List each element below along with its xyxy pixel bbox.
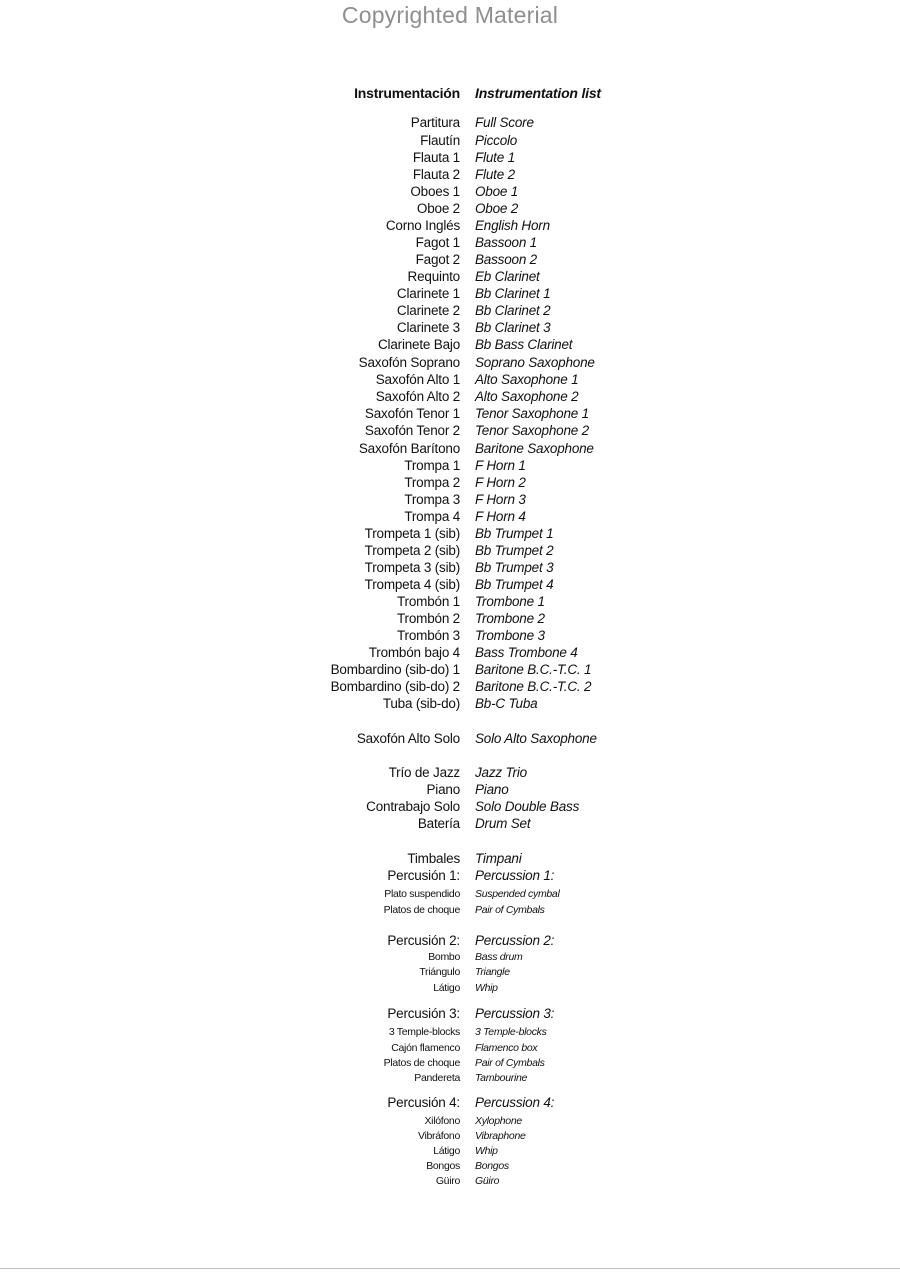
instrument-spanish: Cajón flamenco bbox=[391, 1042, 460, 1054]
instrument-spanish: Plato suspendido bbox=[384, 888, 460, 900]
instrument-english: Bass drum bbox=[475, 951, 523, 963]
instrument-english: Drum Set bbox=[475, 816, 531, 831]
instrument-spanish: Saxofón Barítono bbox=[358, 441, 460, 456]
instrument-english: Flamenco box bbox=[475, 1042, 538, 1054]
instrument-english: Vibraphone bbox=[475, 1130, 526, 1142]
instrument-row bbox=[0, 235, 900, 253]
instrument-spanish: Clarinete Bajo bbox=[378, 337, 460, 352]
instrument-spanish: Clarinete 1 bbox=[396, 286, 460, 301]
instrument-spanish: Trombón bajo 4 bbox=[368, 645, 460, 660]
instrument-english: Solo Alto Saxophone bbox=[475, 731, 597, 746]
instrument-row bbox=[0, 133, 900, 151]
instrument-row bbox=[0, 201, 900, 219]
instrument-spanish: Saxofón Tenor 1 bbox=[364, 406, 460, 421]
instrument-spanish: Saxofón Soprano bbox=[358, 355, 460, 370]
instrument-english: Eb Clarinet bbox=[475, 269, 540, 284]
instrument-spanish: Oboes 1 bbox=[410, 184, 460, 199]
header-english: Instrumentation list bbox=[475, 85, 601, 101]
instrument-english: Bb Clarinet 3 bbox=[475, 320, 551, 335]
instrument-english: Solo Double Bass bbox=[475, 799, 580, 814]
instrument-row bbox=[0, 492, 900, 510]
instrument-english: 3 Temple-blocks bbox=[475, 1026, 547, 1038]
instrument-english: Bb Trumpet 3 bbox=[475, 560, 554, 575]
instrument-english: Alto Saxophone 1 bbox=[475, 372, 579, 387]
instrument-spanish: Trompa 4 bbox=[404, 509, 460, 524]
instrument-row bbox=[0, 423, 900, 441]
instrument-spanish: Corno Inglés bbox=[385, 218, 460, 233]
instrument-english: Alto Saxophone 2 bbox=[475, 389, 579, 404]
instrument-spanish: Flauta 1 bbox=[412, 150, 460, 165]
instrument-spanish: Flautín bbox=[420, 133, 460, 148]
instrument-english: Bb Clarinet 1 bbox=[475, 286, 551, 301]
instrument-spanish: Pandereta bbox=[414, 1072, 460, 1084]
instrument-english: F Horn 3 bbox=[475, 492, 526, 507]
instrument-english: F Horn 1 bbox=[475, 458, 526, 473]
instrument-english: Tambourine bbox=[475, 1072, 528, 1084]
instrument-spanish: Bongos bbox=[426, 1160, 460, 1172]
instrument-spanish: Platos de choque bbox=[383, 1057, 460, 1069]
instrument-spanish: Trompa 1 bbox=[404, 458, 460, 473]
instrument-spanish: Partitura bbox=[410, 115, 460, 130]
instrument-english: Bongos bbox=[475, 1160, 509, 1172]
instrument-spanish: Saxofón Tenor 2 bbox=[364, 423, 460, 438]
instrument-english: Percussion 2: bbox=[475, 933, 555, 948]
instrument-spanish: Trompeta 4 (sib) bbox=[364, 577, 460, 592]
instrument-row bbox=[0, 799, 900, 817]
instrument-row bbox=[0, 252, 900, 270]
instrument-row bbox=[0, 696, 900, 714]
page-bottom-rule bbox=[0, 1268, 900, 1269]
instrument-row bbox=[0, 218, 900, 236]
instrument-english: Bb Clarinet 2 bbox=[475, 303, 551, 318]
instrument-spanish: Trombón 1 bbox=[397, 594, 460, 609]
instrument-english: Flute 1 bbox=[475, 150, 515, 165]
instrument-english: Güiro bbox=[475, 1175, 500, 1187]
instrument-row bbox=[0, 355, 900, 373]
instrument-english: Baritone B.C.-T.C. 1 bbox=[475, 662, 592, 677]
instrument-row bbox=[0, 320, 900, 338]
instrument-row bbox=[0, 167, 900, 185]
instrument-english: Percussion 1: bbox=[475, 868, 555, 883]
instrument-row bbox=[0, 441, 900, 459]
instrument-row bbox=[0, 509, 900, 527]
instrument-english: Percussion 4: bbox=[475, 1095, 555, 1110]
instrument-spanish: Trompeta 1 (sib) bbox=[364, 526, 460, 541]
instrument-english: Suspended cymbal bbox=[475, 888, 560, 900]
instrument-spanish: Timbales bbox=[407, 851, 460, 866]
instrument-english: Bassoon 1 bbox=[475, 235, 537, 250]
instrument-row bbox=[0, 1095, 900, 1113]
instrument-english: Bassoon 2 bbox=[475, 252, 537, 267]
instrument-spanish: Clarinete 2 bbox=[396, 303, 460, 318]
instrument-spanish: Trompeta 3 (sib) bbox=[364, 560, 460, 575]
instrument-row bbox=[0, 406, 900, 424]
instrument-row bbox=[0, 594, 900, 612]
instrument-english: Tenor Saxophone 1 bbox=[475, 406, 589, 421]
instrument-row bbox=[0, 372, 900, 390]
instrument-spanish: Vibráfono bbox=[417, 1130, 460, 1142]
instrument-english: Jazz Trio bbox=[475, 765, 527, 780]
instrument-row bbox=[0, 577, 900, 595]
instrument-spanish: Saxofón Alto 1 bbox=[375, 372, 460, 387]
instrument-english: Bb Bass Clarinet bbox=[475, 337, 573, 352]
instrument-spanish: Requinto bbox=[407, 269, 460, 284]
instrument-row bbox=[0, 851, 900, 869]
instrument-spanish: Triángulo bbox=[419, 966, 460, 978]
instrument-english: Triangle bbox=[475, 966, 510, 978]
instrument-row bbox=[0, 1072, 900, 1090]
instrument-spanish: Bombo bbox=[428, 951, 460, 963]
instrument-row bbox=[0, 526, 900, 544]
instrument-row bbox=[0, 982, 900, 1000]
instrument-english: Piano bbox=[475, 782, 509, 797]
instrument-spanish: Trombón 3 bbox=[397, 628, 460, 643]
instrument-english: Oboe 1 bbox=[475, 184, 519, 199]
instrument-english: Bass Trombone 4 bbox=[475, 645, 578, 660]
instrument-spanish: Batería bbox=[417, 816, 460, 831]
instrument-english: Trombone 3 bbox=[475, 628, 545, 643]
instrument-english: Trombone 1 bbox=[475, 594, 545, 609]
instrument-spanish: Saxofón Alto 2 bbox=[375, 389, 460, 404]
instrument-english: Baritone B.C.-T.C. 2 bbox=[475, 679, 592, 694]
instrument-spanish: Platos de choque bbox=[383, 904, 460, 916]
instrument-spanish: Percusión 1: bbox=[387, 868, 460, 883]
instrument-english: Xylophone bbox=[475, 1115, 522, 1127]
instrument-row bbox=[0, 816, 900, 834]
instrument-row bbox=[0, 1006, 900, 1024]
instrument-row bbox=[0, 475, 900, 493]
instrument-row bbox=[0, 731, 900, 749]
instrument-english: Percussion 3: bbox=[475, 1006, 555, 1021]
instrument-english: F Horn 2 bbox=[475, 475, 526, 490]
instrument-spanish: Percusión 4: bbox=[387, 1095, 460, 1110]
instrument-spanish: Percusión 2: bbox=[387, 933, 460, 948]
instrument-spanish: Trombón 2 bbox=[397, 611, 460, 626]
instrument-spanish: Trompeta 2 (sib) bbox=[364, 543, 460, 558]
instrument-english: Pair of Cymbals bbox=[475, 904, 545, 916]
instrument-english: Bb Trumpet 1 bbox=[475, 526, 554, 541]
instrument-english: Pair of Cymbals bbox=[475, 1057, 545, 1069]
instrument-row bbox=[0, 1175, 900, 1193]
instrument-english: English Horn bbox=[475, 218, 550, 233]
instrument-english: Bb Trumpet 2 bbox=[475, 543, 554, 558]
instrument-row bbox=[0, 645, 900, 663]
instrument-row bbox=[0, 389, 900, 407]
instrument-english: Whip bbox=[475, 982, 498, 994]
instrument-english: F Horn 4 bbox=[475, 509, 526, 524]
instrument-spanish: Fagot 1 bbox=[415, 235, 460, 250]
instrument-row bbox=[0, 184, 900, 202]
instrument-english: Trombone 2 bbox=[475, 611, 545, 626]
instrument-row bbox=[0, 303, 900, 321]
instrument-english: Tenor Saxophone 2 bbox=[475, 423, 589, 438]
instrument-row bbox=[0, 933, 900, 951]
instrument-english: Bb-C Tuba bbox=[475, 696, 538, 711]
instrument-spanish: Oboe 2 bbox=[416, 201, 460, 216]
header-spanish: Instrumentación bbox=[354, 85, 460, 101]
instrument-row bbox=[0, 662, 900, 680]
instrument-spanish: Látigo bbox=[433, 982, 460, 994]
instrument-english: Soprano Saxophone bbox=[475, 355, 595, 370]
instrument-english: Timpani bbox=[475, 851, 522, 866]
instrument-row bbox=[0, 458, 900, 476]
instrument-spanish: Piano bbox=[426, 782, 460, 797]
instrument-spanish: Fagot 2 bbox=[415, 252, 460, 267]
instrument-row bbox=[0, 269, 900, 287]
instrument-row bbox=[0, 150, 900, 168]
instrument-spanish: Tuba (sib-do) bbox=[382, 696, 460, 711]
instrument-spanish: Percusión 3: bbox=[387, 1006, 460, 1021]
instrument-spanish: Xilófono bbox=[424, 1115, 460, 1127]
instrument-row bbox=[0, 286, 900, 304]
instrument-spanish: 3 Temple-blocks bbox=[388, 1026, 460, 1038]
instrument-english: Full Score bbox=[475, 115, 534, 130]
instrument-row bbox=[0, 868, 900, 886]
instrument-spanish: Trío de Jazz bbox=[388, 765, 460, 780]
instrument-row bbox=[0, 782, 900, 800]
instrument-spanish: Güiro bbox=[435, 1175, 460, 1187]
instrument-row bbox=[0, 628, 900, 646]
instrument-row bbox=[0, 543, 900, 561]
instrument-row bbox=[0, 611, 900, 629]
instrument-row bbox=[0, 679, 900, 697]
instrument-row bbox=[0, 560, 900, 578]
instrument-row bbox=[0, 337, 900, 355]
instrument-spanish: Bombardino (sib-do) 2 bbox=[330, 679, 460, 694]
instrument-row bbox=[0, 765, 900, 783]
instrument-row bbox=[0, 904, 900, 922]
instrument-spanish: Trompa 3 bbox=[404, 492, 460, 507]
instrument-spanish: Bombardino (sib-do) 1 bbox=[330, 662, 460, 677]
instrument-spanish: Flauta 2 bbox=[412, 167, 460, 182]
copyright-watermark: Copyrighted Material bbox=[341, 2, 559, 28]
instrument-english: Bb Trumpet 4 bbox=[475, 577, 554, 592]
instrument-spanish: Látigo bbox=[433, 1145, 460, 1157]
instrument-english: Flute 2 bbox=[475, 167, 515, 182]
instrument-english: Oboe 2 bbox=[475, 201, 519, 216]
instrument-spanish: Clarinete 3 bbox=[396, 320, 460, 335]
instrument-english: Baritone Saxophone bbox=[475, 441, 594, 456]
header-row bbox=[0, 85, 900, 103]
instrument-english: Piccolo bbox=[475, 133, 518, 148]
instrument-spanish: Saxofón Alto Solo bbox=[356, 731, 460, 746]
instrument-spanish: Trompa 2 bbox=[404, 475, 460, 490]
instrument-spanish: Contrabajo Solo bbox=[366, 799, 460, 814]
instrument-english: Whip bbox=[475, 1145, 498, 1157]
instrument-row bbox=[0, 115, 900, 133]
